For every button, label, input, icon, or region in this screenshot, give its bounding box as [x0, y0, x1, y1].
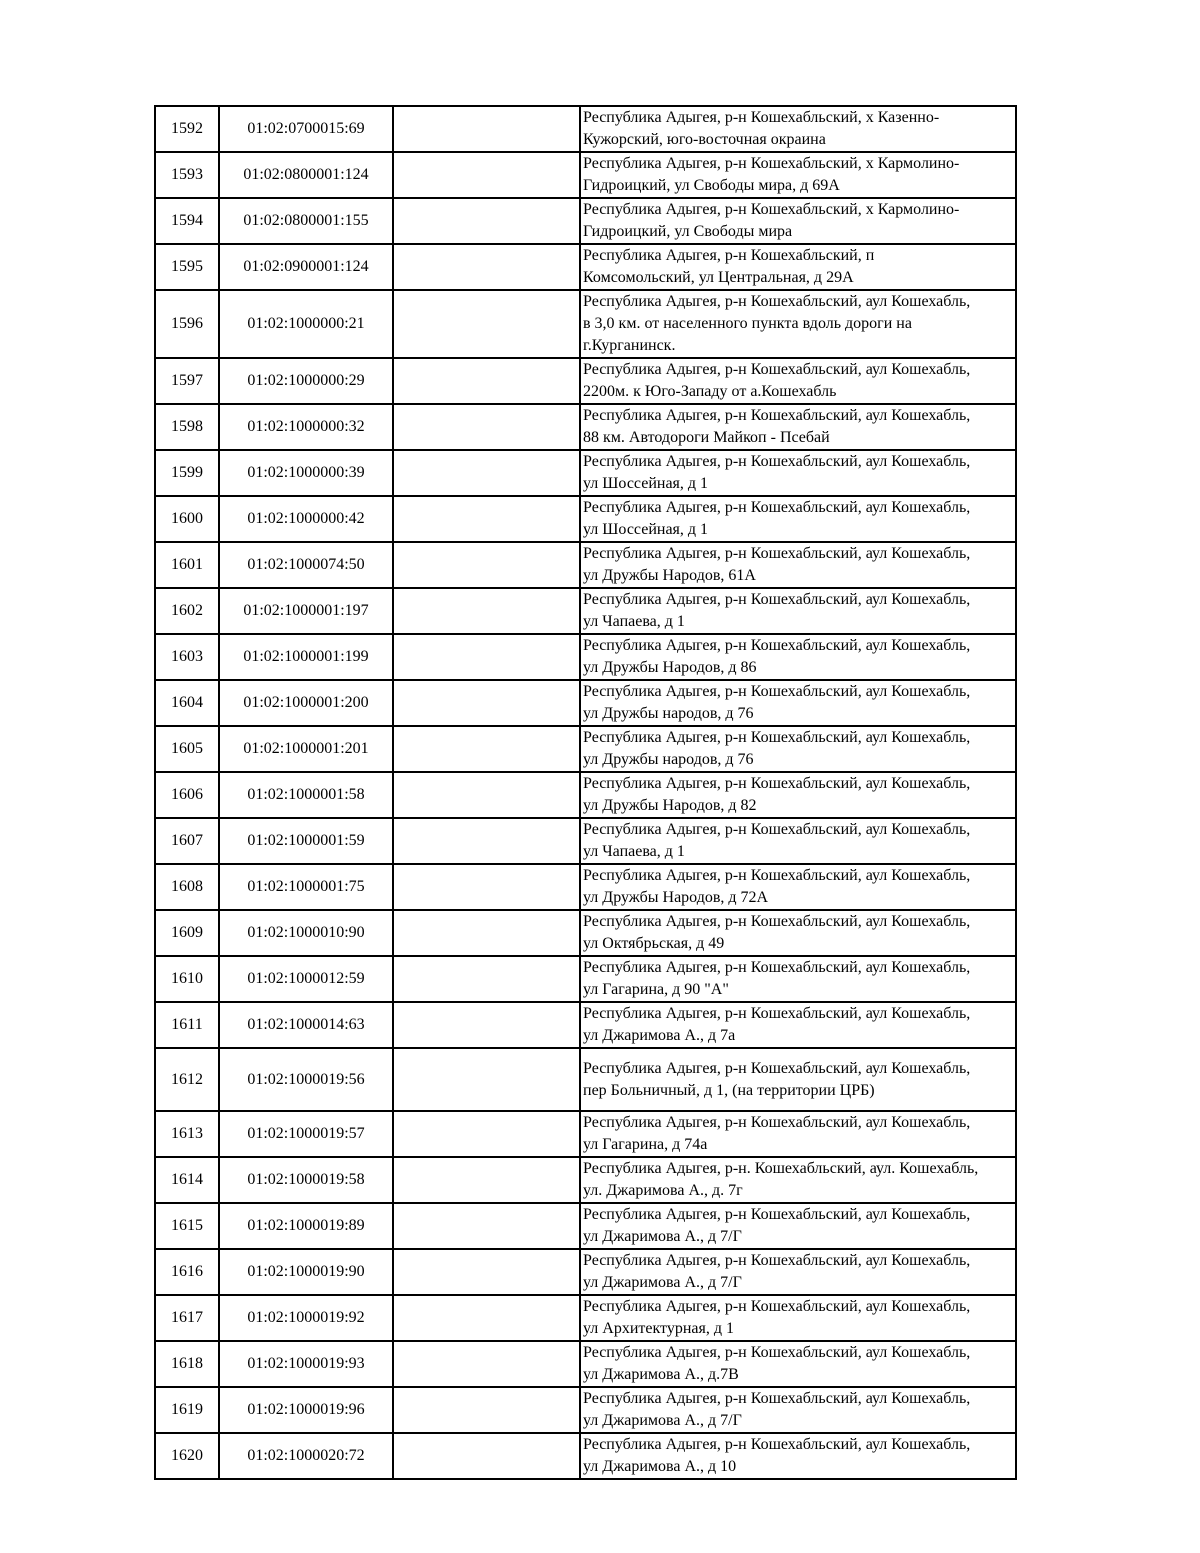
- empty-cell: [393, 290, 580, 358]
- address: Республика Адыгея, р-н. Кошехабльский, аул. Кошехабль, ул. Джаримова А., д. 7г: [580, 1157, 1016, 1203]
- table-row: [155, 1433, 1016, 1479]
- row-number: 1614: [155, 1157, 219, 1203]
- table-row: [155, 198, 1016, 244]
- address: Республика Адыгея, р-н Кошехабльский, аул Кошехабль, ул Дружбы народов, д 76: [580, 680, 1016, 726]
- empty-cell: [393, 404, 580, 450]
- cadastral-number: 01:02:1000019:92: [219, 1295, 393, 1341]
- empty-cell: [393, 588, 580, 634]
- table-row: [155, 588, 1016, 634]
- cadastral-number: 01:02:1000000:42: [219, 496, 393, 542]
- empty-cell: [393, 1249, 580, 1295]
- table-body: [155, 106, 1016, 1479]
- address: Республика Адыгея, р-н Кошехабльский, аул Кошехабль, ул Чапаева, д 1: [580, 818, 1016, 864]
- cadastral-number: 01:02:1000001:200: [219, 680, 393, 726]
- empty-cell: [393, 634, 580, 680]
- table-row: [155, 152, 1016, 198]
- cadastral-number: 01:02:1000019:96: [219, 1387, 393, 1433]
- table-row: [155, 1111, 1016, 1157]
- row-number: 1600: [155, 496, 219, 542]
- cadastral-number: 01:02:1000000:32: [219, 404, 393, 450]
- row-number: 1599: [155, 450, 219, 496]
- row-number: 1613: [155, 1111, 219, 1157]
- table-row: [155, 864, 1016, 910]
- row-number: 1605: [155, 726, 219, 772]
- empty-cell: [393, 198, 580, 244]
- row-number: 1611: [155, 1002, 219, 1048]
- empty-cell: [393, 910, 580, 956]
- empty-cell: [393, 1387, 580, 1433]
- empty-cell: [393, 726, 580, 772]
- address: Республика Адыгея, р-н Кошехабльский, аул Кошехабль, ул Дружбы народов, д 76: [580, 726, 1016, 772]
- cadastral-number: 01:02:1000001:58: [219, 772, 393, 818]
- cadastral-number: 01:02:1000019:56: [219, 1048, 393, 1111]
- property-table: [154, 105, 1017, 1480]
- empty-cell: [393, 818, 580, 864]
- address: Республика Адыгея, р-н Кошехабльский, аул Кошехабль, ул Джаримова А., д.7В: [580, 1341, 1016, 1387]
- empty-cell: [393, 680, 580, 726]
- address: Республика Адыгея, р-н Кошехабльский, аул Кошехабль, ул Джаримова А., д 10: [580, 1433, 1016, 1479]
- table-row: [155, 358, 1016, 404]
- cadastral-number: 01:02:1000019:93: [219, 1341, 393, 1387]
- table-row: [155, 818, 1016, 864]
- empty-cell: [393, 358, 580, 404]
- empty-cell: [393, 106, 580, 152]
- empty-cell: [393, 542, 580, 588]
- row-number: 1597: [155, 358, 219, 404]
- table-row: [155, 496, 1016, 542]
- address: Республика Адыгея, р-н Кошехабльский, аул Кошехабль, ул Гагарина, д 74а: [580, 1111, 1016, 1157]
- address: Республика Адыгея, р-н Кошехабльский, аул Кошехабль, ул Джаримова А., д 7/Г: [580, 1203, 1016, 1249]
- address: Республика Адыгея, р-н Кошехабльский, х Казенно- Кужорский, юго-восточная окраина: [580, 106, 1016, 152]
- cadastral-number: 01:02:1000019:58: [219, 1157, 393, 1203]
- cadastral-number: 01:02:1000000:39: [219, 450, 393, 496]
- address: Республика Адыгея, р-н Кошехабльский, аул Кошехабль, ул Дружбы Народов, 61А: [580, 542, 1016, 588]
- cadastral-number: 01:02:1000074:50: [219, 542, 393, 588]
- cadastral-number: 01:02:1000019:90: [219, 1249, 393, 1295]
- row-number: 1619: [155, 1387, 219, 1433]
- table-row: [155, 1203, 1016, 1249]
- table-row: [155, 542, 1016, 588]
- cadastral-number: 01:02:1000001:75: [219, 864, 393, 910]
- cadastral-number: 01:02:1000010:90: [219, 910, 393, 956]
- address: Республика Адыгея, р-н Кошехабльский, аул Кошехабль, ул Октябрьская, д 49: [580, 910, 1016, 956]
- table-row: [155, 956, 1016, 1002]
- empty-cell: [393, 1203, 580, 1249]
- row-number: 1615: [155, 1203, 219, 1249]
- row-number: 1603: [155, 634, 219, 680]
- address: Республика Адыгея, р-н Кошехабльский, аул Кошехабль, 2200м. к Юго-Западу от а.Кошехабль: [580, 358, 1016, 404]
- address: Республика Адыгея, р-н Кошехабльский, аул Кошехабль, ул Дружбы Народов, д 72А: [580, 864, 1016, 910]
- table-row: [155, 634, 1016, 680]
- table-row: [155, 726, 1016, 772]
- address: Республика Адыгея, р-н Кошехабльский, аул Кошехабль, ул Архитектурная, д 1: [580, 1295, 1016, 1341]
- table-row: [155, 910, 1016, 956]
- table-row: [155, 1341, 1016, 1387]
- address: Республика Адыгея, р-н Кошехабльский, аул Кошехабль, пер Больничный, д 1, (на территории ЦРБ): [580, 1048, 1016, 1111]
- table-row: [155, 290, 1016, 358]
- address: Республика Адыгея, р-н Кошехабльский, аул Кошехабль, 88 км. Автодороги Майкоп - Псебай: [580, 404, 1016, 450]
- table-row: [155, 1048, 1016, 1111]
- empty-cell: [393, 496, 580, 542]
- address: Республика Адыгея, р-н Кошехабльский, аул Кошехабль, ул Джаримова А., д 7а: [580, 1002, 1016, 1048]
- cadastral-number: 01:02:0800001:155: [219, 198, 393, 244]
- row-number: 1604: [155, 680, 219, 726]
- row-number: 1612: [155, 1048, 219, 1111]
- row-number: 1607: [155, 818, 219, 864]
- row-number: 1620: [155, 1433, 219, 1479]
- empty-cell: [393, 864, 580, 910]
- cadastral-number: 01:02:1000019:89: [219, 1203, 393, 1249]
- empty-cell: [393, 1048, 580, 1111]
- row-number: 1606: [155, 772, 219, 818]
- cadastral-number: 01:02:1000000:21: [219, 290, 393, 358]
- empty-cell: [393, 772, 580, 818]
- table-row: [155, 1002, 1016, 1048]
- row-number: 1617: [155, 1295, 219, 1341]
- row-number: 1610: [155, 956, 219, 1002]
- table-row: [155, 1157, 1016, 1203]
- empty-cell: [393, 450, 580, 496]
- cadastral-number: 01:02:1000020:72: [219, 1433, 393, 1479]
- row-number: 1601: [155, 542, 219, 588]
- address: Республика Адыгея, р-н Кошехабльский, аул Кошехабль, ул Дружбы Народов, д 82: [580, 772, 1016, 818]
- empty-cell: [393, 1111, 580, 1157]
- row-number: 1608: [155, 864, 219, 910]
- address: Республика Адыгея, р-н Кошехабльский, п Комсомольский, ул Центральная, д 29А: [580, 244, 1016, 290]
- table-row: [155, 680, 1016, 726]
- table-row: [155, 404, 1016, 450]
- address: Республика Адыгея, р-н Кошехабльский, аул Кошехабль, ул Гагарина, д 90 "А": [580, 956, 1016, 1002]
- row-number: 1593: [155, 152, 219, 198]
- table-row: [155, 772, 1016, 818]
- empty-cell: [393, 1433, 580, 1479]
- address: Республика Адыгея, р-н Кошехабльский, аул Кошехабль, ул Чапаева, д 1: [580, 588, 1016, 634]
- cadastral-number: 01:02:1000001:59: [219, 818, 393, 864]
- empty-cell: [393, 1002, 580, 1048]
- empty-cell: [393, 1295, 580, 1341]
- table-row: [155, 1387, 1016, 1433]
- table-row: [155, 1249, 1016, 1295]
- table-row: [155, 1295, 1016, 1341]
- row-number: 1594: [155, 198, 219, 244]
- address: Республика Адыгея, р-н Кошехабльский, аул Кошехабль, ул Джаримова А., д 7/Г: [580, 1387, 1016, 1433]
- address: Республика Адыгея, р-н Кошехабльский, аул Кошехабль, ул Джаримова А., д 7/Г: [580, 1249, 1016, 1295]
- row-number: 1596: [155, 290, 219, 358]
- empty-cell: [393, 244, 580, 290]
- cadastral-number: 01:02:1000001:201: [219, 726, 393, 772]
- row-number: 1595: [155, 244, 219, 290]
- cadastral-number: 01:02:0700015:69: [219, 106, 393, 152]
- cadastral-number: 01:02:0900001:124: [219, 244, 393, 290]
- empty-cell: [393, 1341, 580, 1387]
- address: Республика Адыгея, р-н Кошехабльский, аул Кошехабль, ул Шоссейная, д 1: [580, 496, 1016, 542]
- row-number: 1618: [155, 1341, 219, 1387]
- empty-cell: [393, 1157, 580, 1203]
- address: Республика Адыгея, р-н Кошехабльский, х Кармолино- Гидроицкий, ул Свободы мира, д 69А: [580, 152, 1016, 198]
- address: Республика Адыгея, р-н Кошехабльский, аул Кошехабль, в 3,0 км. от населенного пункта вдоль дороги на г.Курганинск.: [580, 290, 1016, 358]
- cadastral-number: 01:02:1000001:197: [219, 588, 393, 634]
- cadastral-number: 01:02:1000014:63: [219, 1002, 393, 1048]
- cadastral-number: 01:02:1000019:57: [219, 1111, 393, 1157]
- row-number: 1598: [155, 404, 219, 450]
- address: Республика Адыгея, р-н Кошехабльский, аул Кошехабль, ул Дружбы Народов, д 86: [580, 634, 1016, 680]
- cadastral-number: 01:02:1000012:59: [219, 956, 393, 1002]
- cadastral-number: 01:02:1000001:199: [219, 634, 393, 680]
- cadastral-number: 01:02:1000000:29: [219, 358, 393, 404]
- cadastral-number: 01:02:0800001:124: [219, 152, 393, 198]
- empty-cell: [393, 152, 580, 198]
- row-number: 1609: [155, 910, 219, 956]
- table-row: [155, 244, 1016, 290]
- empty-cell: [393, 956, 580, 1002]
- address: Республика Адыгея, р-н Кошехабльский, х Кармолино- Гидроицкий, ул Свободы мира: [580, 198, 1016, 244]
- row-number: 1602: [155, 588, 219, 634]
- row-number: 1616: [155, 1249, 219, 1295]
- table-row: [155, 450, 1016, 496]
- table-row: [155, 106, 1016, 152]
- address: Республика Адыгея, р-н Кошехабльский, аул Кошехабль, ул Шоссейная, д 1: [580, 450, 1016, 496]
- row-number: 1592: [155, 106, 219, 152]
